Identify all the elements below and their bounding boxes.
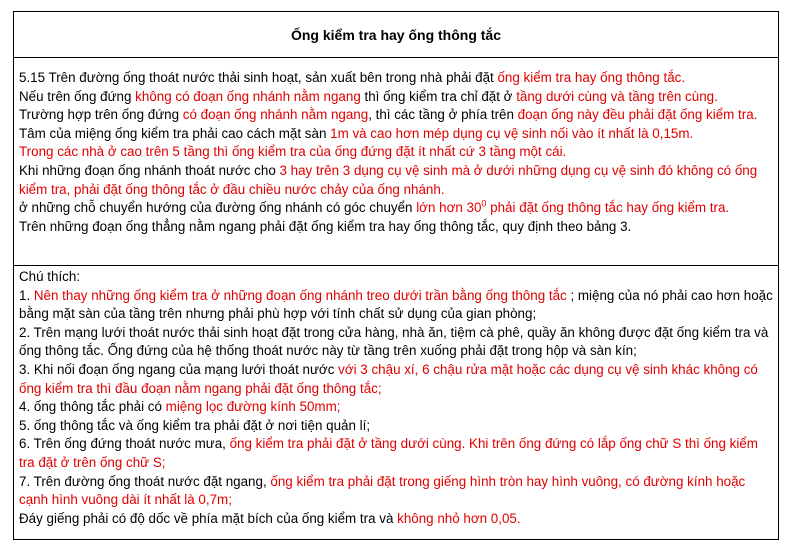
clause-paragraph — [19, 88, 773, 107]
note-paragraph — [19, 268, 773, 287]
body-text: 7. Trên đường ống thoát nước đặt ngang, — [19, 473, 271, 489]
note-paragraph — [19, 435, 773, 472]
clause-paragraph — [19, 106, 773, 143]
highlighted-text: miệng lọc đường kính 50mm; — [165, 399, 341, 415]
highlighted-text: tầng dưới cùng và tầng trên cùng. — [516, 88, 718, 104]
clause-paragraph — [19, 143, 773, 162]
note-paragraph — [19, 324, 773, 361]
notes-section — [14, 266, 778, 528]
body-text: Trường hợp trên ống đứng — [19, 107, 183, 123]
note-paragraph — [19, 398, 773, 417]
clause-paragraph — [19, 69, 773, 88]
highlighted-text: 0 — [481, 198, 487, 209]
body-text: 4. ống thông tắc phải có — [19, 399, 166, 415]
note-paragraph — [19, 361, 773, 398]
highlighted-text: phải đặt ống thông tắc hay ống kiểm tra. — [486, 200, 730, 216]
body-text: ; miệng của nó phải cao hơn hoặc bằng mặt sàn của tầng trên nhưng phải phù hợp với tính chất sử dụng của gian phòng; — [19, 287, 773, 322]
body-text: 6. Trên ống đứng thoát nước mưa, — [19, 436, 230, 452]
clause-paragraph — [19, 162, 773, 199]
highlighted-text: lớn hơn 30 — [416, 200, 482, 216]
body-text: 5. ống thông tắc và ống kiểm tra phải đặt ở nơi tiện quản lí; — [19, 417, 371, 433]
table-title: Ống kiểm tra hay ống thông tắc — [14, 12, 778, 58]
clause-paragraph — [19, 199, 773, 218]
body-text: Trên những đoạn ống thẳng nằm ngang phải đặt ống kiểm tra hay ống thông tắc, quy định theo bảng 3. — [19, 218, 632, 234]
clause-section — [14, 58, 778, 266]
body-text: Đáy giếng phải có độ dốc về phía mặt bích của ống kiểm tra và — [19, 510, 398, 526]
body-text: Tâm của miệng ống kiểm tra phải cao cách mặt sàn — [19, 125, 331, 141]
note-paragraph — [19, 287, 773, 324]
highlighted-text: ống kiểm tra phải đặt ở tầng dưới cùng. Khi trên ống đứng có lắp ống chữ S thì ống kiểm tra đặt ở trên ống chữ S; — [19, 436, 758, 470]
body-text: 1. — [19, 287, 34, 303]
highlighted-text: không có đoạn ống nhánh nằm ngang — [135, 88, 361, 104]
body-text: 2. Trên mạng lưới thoát nước thải sinh hoạt đặt trong cửa hàng, nhà ăn, tiệm cà phê, quầy ăn không được đặt ống kiểm tra và ống thông tắc. Ống đứng của hệ thống thoát nước này từ tầng trên xuống phải đặt trong hộp và sàn kín; — [19, 324, 769, 359]
note-paragraph — [19, 473, 773, 510]
clause-paragraph — [19, 218, 773, 237]
standard-table — [13, 11, 779, 540]
highlighted-text: ống kiểm tra phải đặt trong giếng hình tròn hay hình vuông, có đường kính hoặc cạnh hình vuông dài ít nhất là 0,7m; — [19, 473, 746, 508]
body-text: Khi những đoạn ống nhánh thoát nước cho — [19, 162, 280, 178]
body-text: ở những chỗ chuyển hướng của đường ống nhánh có góc chuyển — [19, 200, 417, 216]
highlighted-text: với 3 chậu xí, 6 chậu rửa mặt hoặc các dụng cụ vệ sinh khác không có ống kiểm tra thì đầu đoạn nằm ngang phải đặt ống thông tắc; — [19, 361, 758, 396]
highlighted-text: Trong các nhà ở cao trên 5 tầng thì ống kiểm tra của ống đứng đặt ít nhất cứ 3 tầng một cái. — [19, 144, 567, 160]
body-text: Chú thích: — [19, 269, 81, 284]
highlighted-text: không nhỏ hơn 0,05. — [397, 510, 521, 526]
note-paragraph — [19, 510, 773, 529]
note-paragraph — [19, 417, 773, 436]
highlighted-text: 1m và cao hơn mép dụng cụ vệ sinh nối vào ít nhất là 0,15m. — [330, 125, 694, 141]
body-text: Nếu trên ống đứng — [19, 88, 136, 104]
highlighted-text: 3 hay trên 3 dụng cụ vệ sinh mà ở dưới những dụng cụ vệ sinh đó không có ống kiểm tra, phải đặt ống thông tắc ở đầu chiều nước chảy của ống nhánh. — [19, 162, 758, 197]
highlighted-text: Nên thay những ống kiểm tra ở những đoạn ống nhánh treo dưới trần bằng ống thông tắc — [33, 287, 567, 303]
highlighted-text: đoạn ống này đều phải đặt ống kiểm tra. — [517, 107, 758, 123]
body-text: , thì các tầng ở phía trên — [368, 107, 518, 123]
body-text: 3. Khi nối đoạn ống ngang của mạng lưới thoát nước — [19, 361, 339, 377]
highlighted-text: ống kiểm tra hay ống thông tắc. — [497, 70, 686, 85]
highlighted-text: có đoạn ống nhánh nằm ngang — [182, 107, 369, 123]
body-text: 5.15 Trên đường ống thoát nước thải sinh hoạt, sản xuất bên trong nhà phải đặt — [19, 70, 498, 85]
body-text: thì ống kiểm tra chỉ đặt ở — [360, 88, 517, 104]
